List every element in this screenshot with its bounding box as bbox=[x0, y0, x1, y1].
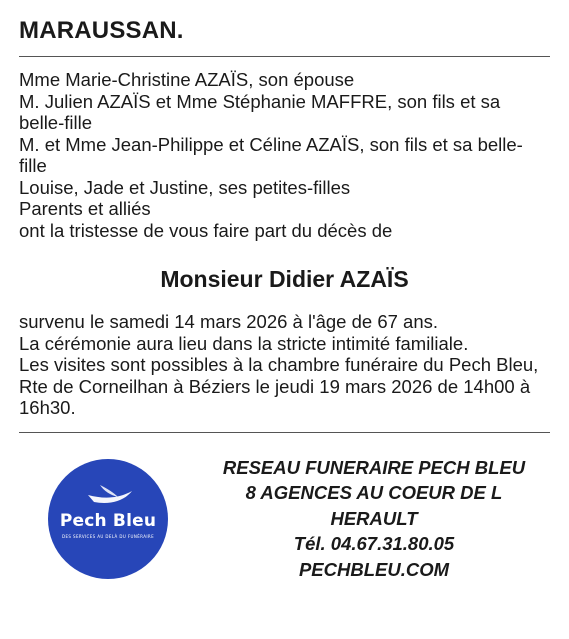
pech-bleu-logo bbox=[48, 459, 168, 579]
family-line: Louise, Jade et Justine, ses petites-filles bbox=[19, 176, 351, 198]
agency-line: HERAULT bbox=[330, 507, 418, 529]
agency-phone: Tél. 04.67.31.80.05 bbox=[293, 533, 455, 554]
agency-contact bbox=[209, 455, 539, 583]
death-notice bbox=[19, 8, 550, 583]
deceased-name: Monsieur Didier AZAÏS bbox=[160, 266, 409, 292]
town-heading: MARAUSSAN. bbox=[19, 17, 184, 44]
agency-line: 8 AGENCES AU COEUR DE L bbox=[245, 482, 503, 503]
logo-name: Pech Bleu bbox=[59, 510, 157, 531]
ceremony-details bbox=[19, 311, 550, 419]
family-line: M. Julien AZAÏS et Mme Stéphanie MAFFRE, son fils et sa belle-fille bbox=[19, 90, 501, 133]
details-line: La cérémonie aura lieu dans la stricte intimité familiale. bbox=[19, 332, 469, 354]
family-list bbox=[19, 69, 550, 241]
family-line: M. et Mme Jean-Philippe et Céline AZAÏS, son fils et sa belle-fille bbox=[19, 133, 523, 176]
family-line: Mme Marie-Christine AZAÏS, son épouse bbox=[19, 69, 355, 90]
top-divider bbox=[19, 56, 550, 57]
family-line: ont la tristesse de vous faire part du décès de bbox=[19, 219, 393, 241]
family-line: Parents et alliés bbox=[19, 198, 151, 219]
details-line: survenu le samedi 14 mars 2026 à l'âge de 67 ans. bbox=[19, 311, 439, 332]
funeral-home-section bbox=[19, 433, 550, 583]
agency-website: PECHBLEU.COM bbox=[298, 558, 450, 580]
logo-tagline: DES SERVICES AU DELÀ DU FUNÉRAIRE bbox=[61, 533, 155, 539]
details-line: Les visites sont possibles à la chambre funéraire du Pech Bleu, Rte de Corneilhan à Béziers le jeudi 19 mars 2026 de 14h00 à 16h30. bbox=[19, 354, 539, 418]
agency-line: RESEAU FUNERAIRE PECH BLEU bbox=[222, 456, 526, 478]
